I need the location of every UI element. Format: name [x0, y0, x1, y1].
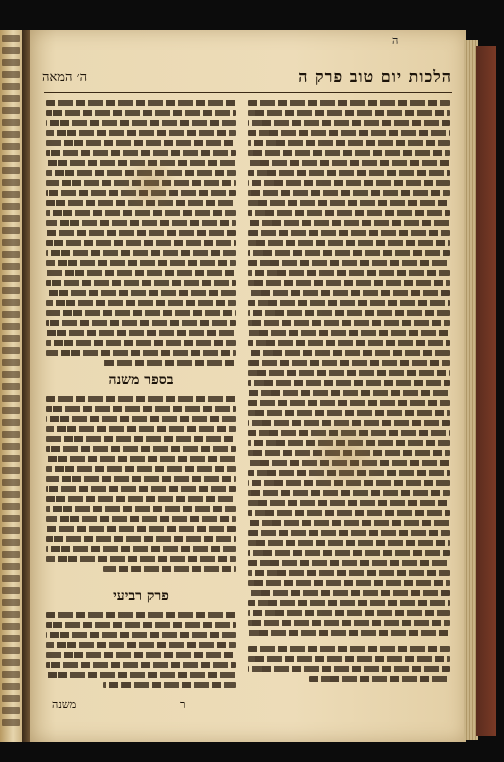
text-line: [248, 240, 450, 246]
catchword: משנה: [52, 698, 77, 711]
text-line: [248, 140, 450, 146]
facing-text-line: [2, 479, 20, 486]
section-heading-mishna: בספר משנה: [108, 372, 174, 388]
text-line: [46, 612, 236, 618]
facing-text-line: [2, 251, 20, 258]
facing-text-line: [2, 71, 20, 78]
facing-text-line: [2, 119, 20, 126]
text-line: [248, 310, 450, 316]
text-line: [46, 310, 236, 316]
text-line: [46, 506, 236, 512]
facing-text-line: [2, 83, 20, 90]
text-line: [103, 566, 236, 572]
text-line: [46, 476, 236, 482]
text-line: [248, 610, 450, 616]
text-line: [248, 290, 450, 296]
text-line: [248, 560, 450, 566]
text-line: [103, 360, 236, 366]
text-line: [46, 426, 236, 432]
facing-text-line: [2, 263, 20, 270]
facing-text-line: [2, 59, 20, 66]
text-line: [46, 280, 236, 286]
facing-text-line: [2, 227, 20, 234]
text-line: [46, 456, 236, 462]
text-line: [248, 120, 450, 126]
facing-text-line: [2, 323, 20, 330]
text-line: [248, 500, 450, 506]
text-line: [248, 620, 450, 626]
text-line: [248, 280, 450, 286]
text-line: [46, 130, 236, 136]
text-line: [248, 230, 450, 236]
text-line: [46, 120, 236, 126]
text-line: [46, 240, 236, 246]
facing-text-line: [2, 107, 20, 114]
commentary-column-middle: [46, 392, 236, 580]
facing-text-line: [2, 719, 20, 726]
text-line: [46, 496, 236, 502]
text-line: [46, 622, 236, 628]
header-rule: [44, 92, 452, 93]
text-line: [248, 170, 450, 176]
facing-text-line: [2, 311, 20, 318]
text-line: [248, 160, 450, 166]
facing-text-line: [2, 467, 20, 474]
text-line: [46, 300, 236, 306]
text-line: [46, 446, 236, 452]
facing-text-line: [2, 587, 20, 594]
text-line: [46, 546, 236, 552]
text-line: [248, 540, 450, 546]
text-line: [46, 516, 236, 522]
facing-text-line: [2, 275, 20, 282]
text-line: [248, 350, 450, 356]
facing-text-line: [2, 575, 20, 582]
text-line: [248, 150, 450, 156]
text-line: [46, 210, 236, 216]
text-line: [248, 520, 450, 526]
text-line: [46, 150, 236, 156]
text-line: [248, 250, 450, 256]
facing-text-line: [2, 131, 20, 138]
text-line: [248, 300, 450, 306]
facing-text-line: [2, 695, 20, 702]
facing-text-line: [2, 563, 20, 570]
facing-text-line: [2, 431, 20, 438]
text-line: [248, 666, 450, 672]
main-text-column: [248, 96, 450, 641]
text-line: [46, 672, 236, 678]
text-line: [46, 466, 236, 472]
text-line: [248, 180, 450, 186]
text-line: [46, 110, 236, 116]
facing-text-line: [2, 647, 20, 654]
text-line: [46, 436, 236, 442]
text-line: [248, 370, 450, 376]
text-line: [46, 662, 236, 668]
text-line: [248, 210, 450, 216]
facing-text-line: [2, 383, 20, 390]
commentary-column-upper: [46, 96, 236, 368]
facing-text-line: [2, 527, 20, 534]
page-stain: [300, 420, 390, 490]
facing-text-line: [2, 611, 20, 618]
text-line: [248, 190, 450, 196]
text-line: [46, 416, 236, 422]
facing-text-line: [2, 203, 20, 210]
text-line: [46, 396, 236, 402]
facing-text-line: [2, 599, 20, 606]
text-line: [248, 380, 450, 386]
text-line: [248, 656, 450, 662]
facing-text-line: [2, 407, 20, 414]
facing-text-line: [2, 179, 20, 186]
facing-text-line: [2, 95, 20, 102]
text-line: [248, 200, 450, 206]
text-line: [46, 350, 236, 356]
text-line: [248, 110, 450, 116]
text-line: [46, 536, 236, 542]
facing-text-line: [2, 515, 20, 522]
running-header-title: הלכות יום טוב פרק ה: [298, 67, 452, 86]
text-line: [248, 360, 450, 366]
facing-text-line: [2, 551, 20, 558]
text-line: [46, 406, 236, 412]
text-line: [248, 646, 450, 652]
facing-text-line: [2, 335, 20, 342]
text-line: [46, 642, 236, 648]
text-line: [248, 410, 450, 416]
text-line: [248, 570, 450, 576]
text-line: [248, 580, 450, 586]
facing-text-line: [2, 155, 20, 162]
book-cover: [476, 46, 496, 736]
facing-text-line: [2, 359, 20, 366]
text-line: [248, 100, 450, 106]
signature-mark: ר: [180, 698, 186, 711]
facing-text-line: [2, 455, 20, 462]
facing-text-line: [2, 35, 20, 42]
text-line: [248, 550, 450, 556]
corner-mark: ה: [392, 34, 399, 47]
text-line: [46, 270, 236, 276]
text-line: [248, 530, 450, 536]
facing-text-line: [2, 503, 20, 510]
text-line: [248, 490, 450, 496]
facing-text-line: [2, 659, 20, 666]
page-stain: [120, 160, 180, 210]
text-line: [248, 260, 450, 266]
facing-text-line: [2, 239, 20, 246]
facing-text-line: [2, 443, 20, 450]
text-line: [46, 486, 236, 492]
text-line: [248, 130, 450, 136]
text-line: [248, 630, 450, 636]
text-line: [248, 400, 450, 406]
text-line: [46, 556, 236, 562]
facing-text-line: [2, 491, 20, 498]
text-line: [248, 340, 450, 346]
text-line: [248, 330, 450, 336]
text-line: [248, 320, 450, 326]
text-line: [46, 526, 236, 532]
text-line: [46, 290, 236, 296]
text-line: [248, 270, 450, 276]
text-line: [46, 100, 236, 106]
text-line: [309, 676, 450, 682]
facing-text-line: [2, 419, 20, 426]
facing-text-line: [2, 623, 20, 630]
text-line: [248, 590, 450, 596]
text-line: [46, 140, 236, 146]
commentary-column-lower: [46, 608, 236, 688]
text-line: [46, 632, 236, 638]
running-header: [42, 66, 452, 88]
facing-text-line: [2, 47, 20, 54]
text-line: [46, 220, 236, 226]
facing-text-line: [2, 635, 20, 642]
text-line: [103, 682, 236, 688]
text-line: [248, 220, 450, 226]
facing-page-edge: [0, 30, 22, 742]
facing-text-line: [2, 215, 20, 222]
text-line: [46, 320, 236, 326]
text-line: [46, 652, 236, 658]
facing-text-line: [2, 287, 20, 294]
text-line: [248, 390, 450, 396]
facing-text-line: [2, 707, 20, 714]
facing-text-line: [2, 683, 20, 690]
main-text-column-end: [248, 642, 450, 690]
text-line: [46, 230, 236, 236]
facing-text-line: [2, 395, 20, 402]
facing-text-line: [2, 143, 20, 150]
section-heading-chapter: פרק רביעי: [113, 588, 169, 604]
text-line: [46, 250, 236, 256]
facing-text-line: [2, 191, 20, 198]
text-line: [248, 600, 450, 606]
text-line: [248, 510, 450, 516]
facing-text-line: [2, 347, 20, 354]
running-header-left: ה׳ המאה: [42, 70, 88, 85]
facing-text-line: [2, 371, 20, 378]
facing-text-line: [2, 167, 20, 174]
text-line: [46, 340, 236, 346]
text-line: [46, 330, 236, 336]
facing-text-line: [2, 299, 20, 306]
text-line: [46, 260, 236, 266]
facing-text-line: [2, 671, 20, 678]
facing-text-line: [2, 539, 20, 546]
